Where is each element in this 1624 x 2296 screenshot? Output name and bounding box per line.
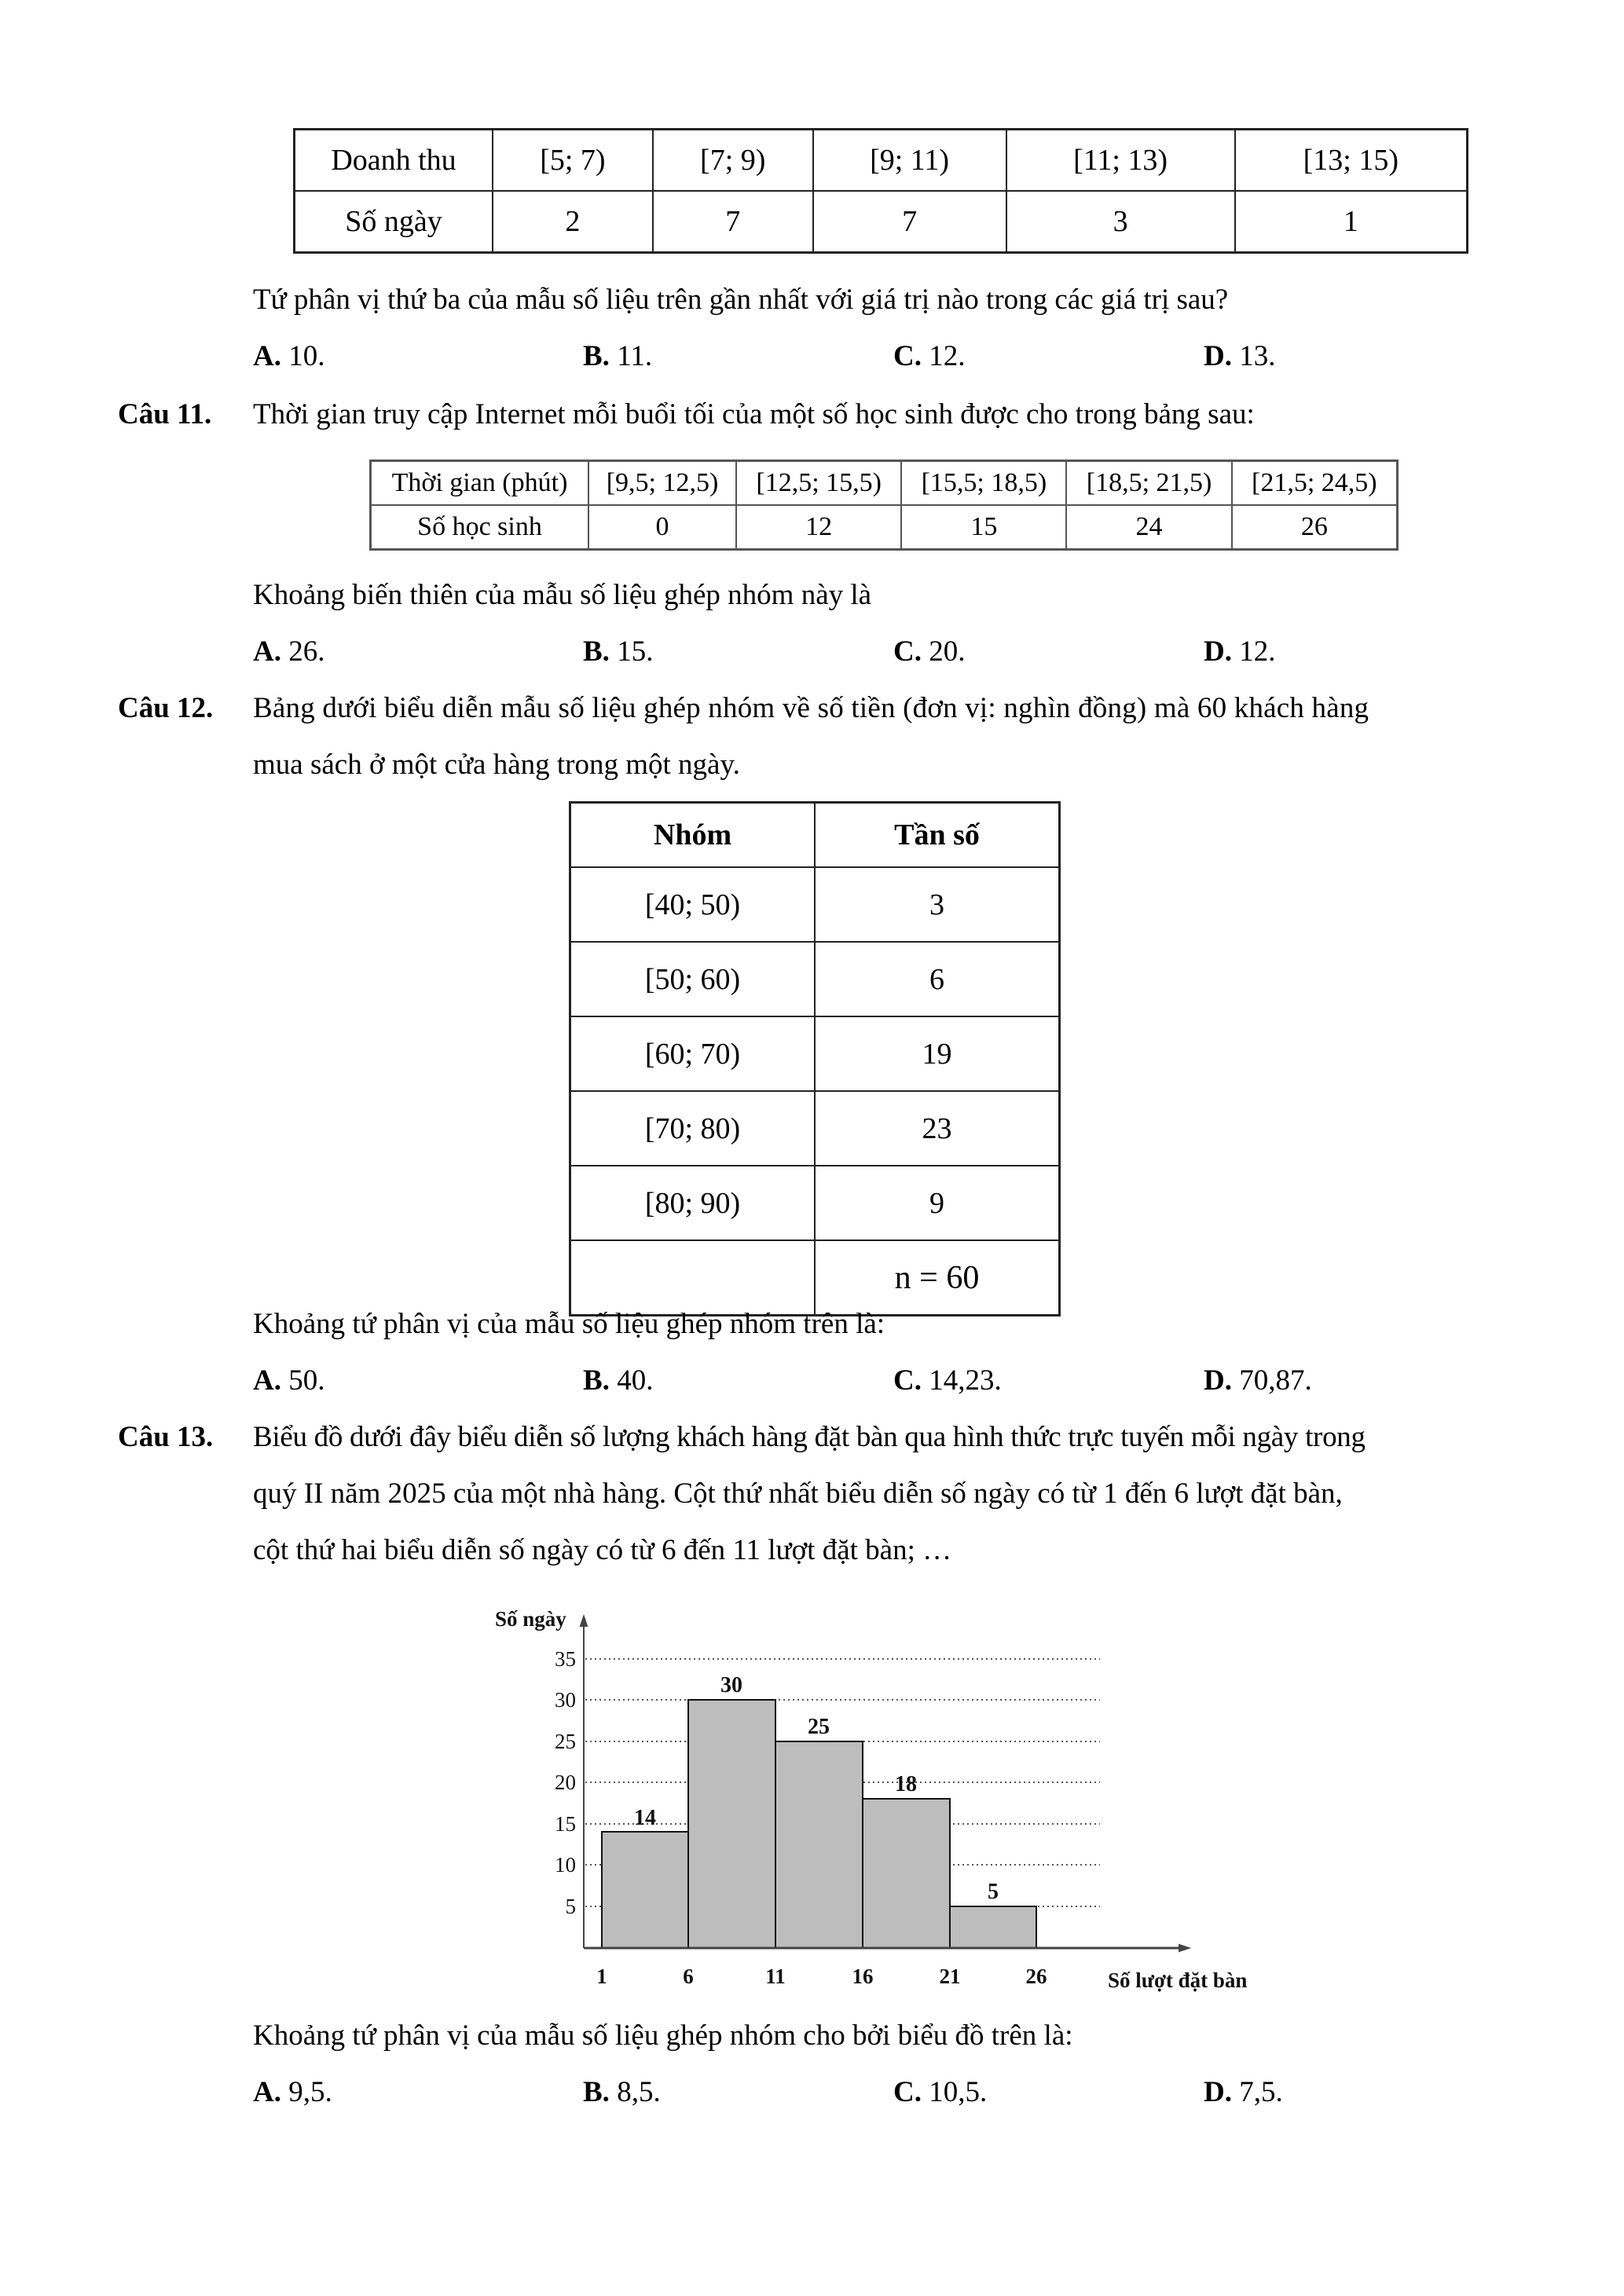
option-text: 12. — [921, 340, 966, 372]
y-tick: 35 — [555, 1647, 576, 1671]
bar-6-11 — [688, 1700, 775, 1948]
q13-intro-line3: cột thứ hai biểu diễn số ngày có từ 6 đến 11 lượt đặt bàn; … — [253, 1534, 952, 1566]
q13-histogram-chart — [471, 1587, 1273, 1995]
bar-16-21 — [863, 1799, 950, 1948]
q12-freq-cell: 23 — [815, 1091, 1060, 1166]
bar-value-label: 30 — [720, 1673, 742, 1697]
x-tick: 11 — [765, 1965, 786, 1988]
q12-intro-line1: Bảng dưới biểu diễn mẫu số liệu ghép nhóm về số tiền (đơn vị: nghìn đồng) mà 60 khách hàng — [253, 692, 1369, 724]
q10-table — [293, 128, 1468, 254]
option-letter: B. — [583, 1364, 610, 1397]
q13-label: Câu 13. — [118, 1421, 214, 1453]
q12-question: Khoảng tứ phân vị của mẫu số liệu ghép nhóm trên là: — [253, 1308, 885, 1340]
q13-option-c[interactable] — [893, 2075, 987, 2110]
y-tick: 30 — [555, 1688, 576, 1712]
option-text: 14,23. — [921, 1364, 1002, 1397]
q12-group-cell: [40; 50) — [570, 867, 816, 942]
bar-value-label: 14 — [634, 1806, 656, 1830]
y-tick: 10 — [555, 1853, 576, 1877]
option-text: 12. — [1231, 635, 1276, 668]
q10-interval-cell: [5; 7) — [493, 130, 653, 192]
q12-table — [569, 801, 1061, 1316]
q10-interval-cell: [11; 13) — [1006, 130, 1235, 192]
x-axis-arrow-icon — [1179, 1945, 1189, 1951]
q10-option-c[interactable] — [893, 339, 965, 374]
option-letter: C. — [893, 2076, 922, 2108]
q12-freq-cell: 9 — [815, 1166, 1060, 1240]
bar-value-label: 5 — [988, 1880, 999, 1904]
q12-empty-cell — [570, 1240, 816, 1316]
q12-col-group-header: Nhóm — [570, 803, 816, 868]
q12-intro-line2: mua sách ở một cửa hàng trong một ngày. — [253, 749, 740, 781]
bar-value-label: 18 — [895, 1772, 917, 1796]
option-letter: D. — [1204, 1364, 1232, 1397]
option-text: 10,5. — [921, 2076, 988, 2108]
option-text: 8,5. — [609, 2076, 661, 2108]
q11-label: Câu 11. — [118, 398, 212, 430]
q10-interval-cell: [13; 15) — [1235, 130, 1468, 192]
q12-group-cell: [60; 70) — [570, 1016, 816, 1091]
option-text: 70,87. — [1231, 1364, 1312, 1397]
y-tick: 15 — [555, 1812, 576, 1836]
option-text: 26. — [280, 635, 325, 668]
q11-interval-cell: [12,5; 15,5) — [736, 461, 901, 506]
q10-interval-cell: [7; 9) — [653, 130, 813, 192]
option-letter: D. — [1204, 635, 1232, 668]
q11-header-cell: Thời gian (phút) — [371, 461, 589, 506]
q10-value-cell: 7 — [653, 191, 813, 253]
q10-interval-cell: [9; 11) — [813, 130, 1006, 192]
q13-intro-line1: Biểu đồ dưới đây biểu diễn số lượng khách hàng đặt bàn qua hình thức trực tuyến mỗi ngày trong — [253, 1421, 1366, 1453]
q11-table — [369, 460, 1399, 551]
q12-option-b[interactable] — [583, 1364, 653, 1398]
option-text: 7,5. — [1231, 2076, 1283, 2108]
option-letter: C. — [893, 1364, 922, 1397]
q10-header-cell: Doanh thu — [295, 130, 493, 192]
q10-value-cell: 7 — [813, 191, 1006, 253]
q11-value-cell: 0 — [588, 505, 736, 550]
q12-label: Câu 12. — [118, 692, 214, 724]
x-tick: 21 — [939, 1965, 961, 1988]
option-letter: C. — [893, 635, 922, 668]
y-tick: 5 — [565, 1895, 576, 1918]
option-text: 13. — [1231, 340, 1276, 372]
option-text: 9,5. — [280, 2076, 332, 2108]
q11-option-c[interactable] — [893, 635, 965, 669]
q12-option-c[interactable] — [893, 1364, 1002, 1398]
option-text: 10. — [280, 340, 325, 372]
y-axis-arrow-icon — [581, 1617, 587, 1626]
y-tick: 20 — [555, 1771, 576, 1794]
q11-value-cell: 15 — [901, 505, 1066, 550]
q11-question: Khoảng biến thiên của mẫu số liệu ghép nhóm này là — [253, 579, 872, 611]
option-text: 50. — [280, 1364, 325, 1397]
option-letter: D. — [1204, 340, 1232, 372]
x-tick: 16 — [852, 1965, 874, 1988]
x-tick: 1 — [596, 1965, 607, 1988]
option-letter: A. — [253, 635, 281, 668]
y-axis-title: Số ngày — [495, 1607, 566, 1631]
option-letter: D. — [1204, 2076, 1232, 2108]
q11-value-cell: 24 — [1066, 505, 1231, 550]
option-letter: B. — [583, 635, 610, 668]
q11-option-a[interactable] — [253, 635, 324, 669]
q11-row-label: Số học sinh — [371, 505, 589, 550]
q13-question: Khoảng tứ phân vị của mẫu số liệu ghép nhóm cho bởi biểu đồ trên là: — [253, 2020, 1073, 2052]
q13-option-b[interactable] — [583, 2075, 661, 2110]
option-letter: B. — [583, 340, 610, 372]
x-tick: 6 — [683, 1965, 694, 1988]
option-text: 20. — [921, 635, 966, 668]
y-tick: 25 — [555, 1730, 576, 1753]
q10-option-a[interactable] — [253, 339, 324, 374]
q11-interval-cell: [15,5; 18,5) — [901, 461, 1066, 506]
bar-1-6 — [602, 1832, 688, 1948]
bar-value-label: 25 — [808, 1715, 830, 1739]
q11-value-cell: 12 — [736, 505, 901, 550]
q12-col-freq-header: Tần số — [815, 803, 1060, 868]
bar-21-26 — [950, 1906, 1036, 1948]
option-letter: B. — [583, 2076, 610, 2108]
q10-option-b[interactable] — [583, 339, 652, 374]
q10-value-cell: 1 — [1235, 191, 1468, 253]
q12-group-cell: [80; 90) — [570, 1166, 816, 1240]
q10-value-cell: 2 — [493, 191, 653, 253]
q10-row-label: Số ngày — [295, 191, 493, 253]
q13-option-d[interactable] — [1204, 2075, 1283, 2110]
option-text: 15. — [609, 635, 654, 668]
q12-total-cell: n = 60 — [815, 1240, 1060, 1316]
q12-freq-cell: 3 — [815, 867, 1060, 942]
option-letter: C. — [893, 340, 922, 372]
option-letter: A. — [253, 340, 281, 372]
q11-interval-cell: [18,5; 21,5) — [1066, 461, 1231, 506]
q12-option-d[interactable] — [1204, 1364, 1312, 1398]
q12-group-cell: [50; 60) — [570, 942, 816, 1016]
q10-value-cell: 3 — [1006, 191, 1235, 253]
option-letter: A. — [253, 2076, 281, 2108]
option-text: 11. — [609, 340, 653, 372]
q12-option-a[interactable] — [253, 1364, 324, 1398]
q10-question: Tứ phân vị thứ ba của mẫu số liệu trên gần nhất với giá trị nào trong các giá trị sau? — [253, 284, 1229, 316]
q11-interval-cell: [21,5; 24,5) — [1232, 461, 1398, 506]
x-axis-title: Số lượt đặt bàn — [1108, 1968, 1248, 1992]
q13-intro-line2: quý II năm 2025 của một nhà hàng. Cột thứ nhất biểu diễn số ngày có từ 1 đến 6 lượt đặt bàn, — [253, 1478, 1343, 1510]
q11-option-b[interactable] — [583, 635, 653, 669]
q12-freq-cell: 6 — [815, 942, 1060, 1016]
option-letter: A. — [253, 1364, 281, 1397]
q11-value-cell: 26 — [1232, 505, 1398, 550]
x-tick: 26 — [1025, 1965, 1047, 1988]
q11-intro: Thời gian truy cập Internet mỗi buổi tối của một số học sinh được cho trong bảng sau: — [253, 398, 1255, 430]
q13-option-a[interactable] — [253, 2075, 332, 2110]
bar-11-16 — [775, 1741, 863, 1948]
q10-option-d[interactable] — [1204, 339, 1275, 374]
q12-freq-cell: 19 — [815, 1016, 1060, 1091]
option-text: 40. — [609, 1364, 654, 1397]
q12-group-cell: [70; 80) — [570, 1091, 816, 1166]
q11-interval-cell: [9,5; 12,5) — [588, 461, 736, 506]
q11-option-d[interactable] — [1204, 635, 1275, 669]
